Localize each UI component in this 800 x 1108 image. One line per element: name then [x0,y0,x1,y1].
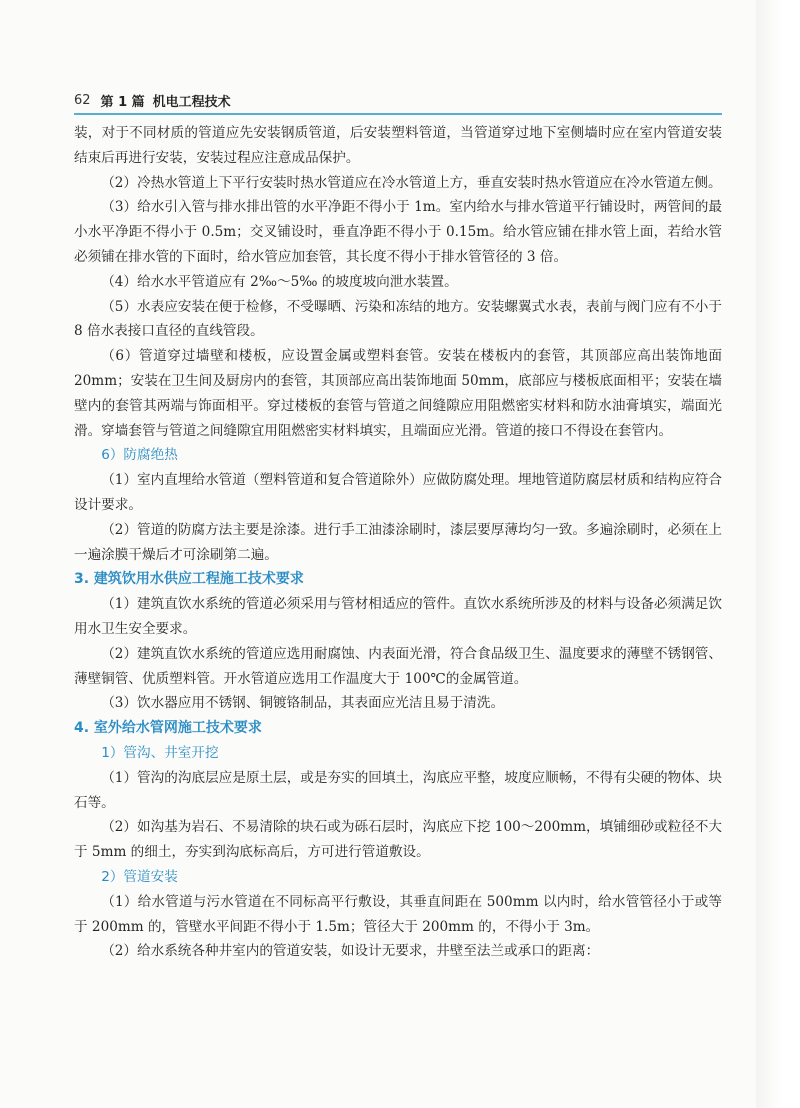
header-rule [74,113,722,115]
running-header [74,88,714,112]
paragraph: （3）饮水器应用不锈钢、铜镀铬制品，其表面应光洁且易于清洗。 [101,695,505,712]
paragraph: （5）水表应安装在便于检修，不受曝晒、污染和冻结的地方。安装螺翼式水表，表前与阀门应有不小于 8 倍水表接口直径的直线管段。 [74,298,722,340]
body-text [74,121,722,964]
paragraph: （1）给水管道与污水管道在不同标高平行敷设，其垂直间距在 500mm 以内时，给水管管径小于或等于 200mm 的，管壁水平间距不得小于 1.5m；管径大于 200mm 的，不得小于 3m。 [74,893,722,935]
paragraph: （1）建筑直饮水系统的管道必须采用与管材相适应的管件。直饮水系统所涉及的材料与设备必须满足饮用水卫生安全要求。 [74,596,722,637]
paragraph: （1）管沟的沟底层应是原土层，或是夯实的回填土，沟底应平整，坡度应顺畅，不得有尖硬的物体、块石等。 [74,769,722,811]
paragraph: （2）管道的防腐方法主要是涂漆。进行手工油漆涂刷时，漆层要厚薄均匀一致。多遍涂刷时，必须在上一遍涂膜干燥后才可涂刷第二遍。 [74,521,722,563]
subsection-heading: 2）管道安装 [101,868,178,885]
paragraph: （2）建筑直饮水系统的管道应选用耐腐蚀、内表面光滑，符合食品级卫生、温度要求的薄壁不锈钢管、薄壁铜管、优质塑料管。开水管道应选用工作温度大于 100℃的金属管道。 [74,645,722,687]
section-heading: 4. 室外给水管网施工技术要求 [74,720,262,737]
part-title: 机电工程技术 [152,94,231,110]
paragraph: （2）如沟基为岩石、不易清除的块石或为砾石层时，沟底应下挖 100～200mm，填铺细砂或粒径不大于 5mm 的细土，夯实到沟底标高后，方可进行管道敷设。 [74,819,722,861]
paragraph: 装，对于不同材质的管道应先安装钢质管道，后安装塑料管道，当管道穿过地下室侧墙时应在室内管道安装结束后再进行安装，安装过程应注意成品保护。 [74,125,722,166]
section-heading: 3. 建筑饮用水供应工程施工技术要求 [74,571,304,588]
paragraph: （4）给水水平管道应有 2‰～5‰ 的坡度坡向泄水装置。 [101,273,458,290]
paragraph: （2）冷热水管道上下平行安装时热水管道应在冷水管道上方，垂直安装时热水管道应在冷水管道左侧。 [101,174,722,191]
page-edge-shadow [756,0,800,1108]
part-number: 第 1 篇 [100,94,145,110]
subsection-heading: 1）管沟、井室开挖 [101,744,219,761]
page-number: 62 [74,92,91,108]
paragraph: （1）室内直埋给水管道（塑料管道和复合管道除外）应做防腐处理。埋地管道防腐层材质和结构应符合设计要求。 [74,472,722,513]
paragraph: （3）给水引入管与排水排出管的水平净距不得小于 1m。室内给水与排水管道平行铺设时，两管间的最小水平净距不得小于 0.5m；交叉铺设时，垂直净距不得小于 0.15m。给水管应铺在排水管上面，若给水管必须铺在排水管的下面时，给水管应加套管，其长度不得小于排水管管径的 3 倍。 [74,199,722,265]
subsection-heading: 6）防腐绝热 [101,447,178,464]
paragraph: （2）给水系统各种井室内的管道安装，如设计无要求，井壁至法兰或承口的距离： [101,943,600,960]
paragraph: （6）管道穿过墙壁和楼板，应设置金属或塑料套管。安装在楼板内的套管，其顶部应高出装饰地面 20mm；安装在卫生间及厨房内的套管，其顶部应高出装饰地面 50mm，底部应与楼板底面相平；安装在墙壁内的套管其两端与饰面相平。穿过楼板的套管与管道之间缝隙应用阻燃密实材料和防水油膏填实，端面光滑。穿墙套管与管道之间缝隙宜用阻燃密实材料填实，且端面应光滑。管道的接口不得设在套管内。 [74,348,722,439]
